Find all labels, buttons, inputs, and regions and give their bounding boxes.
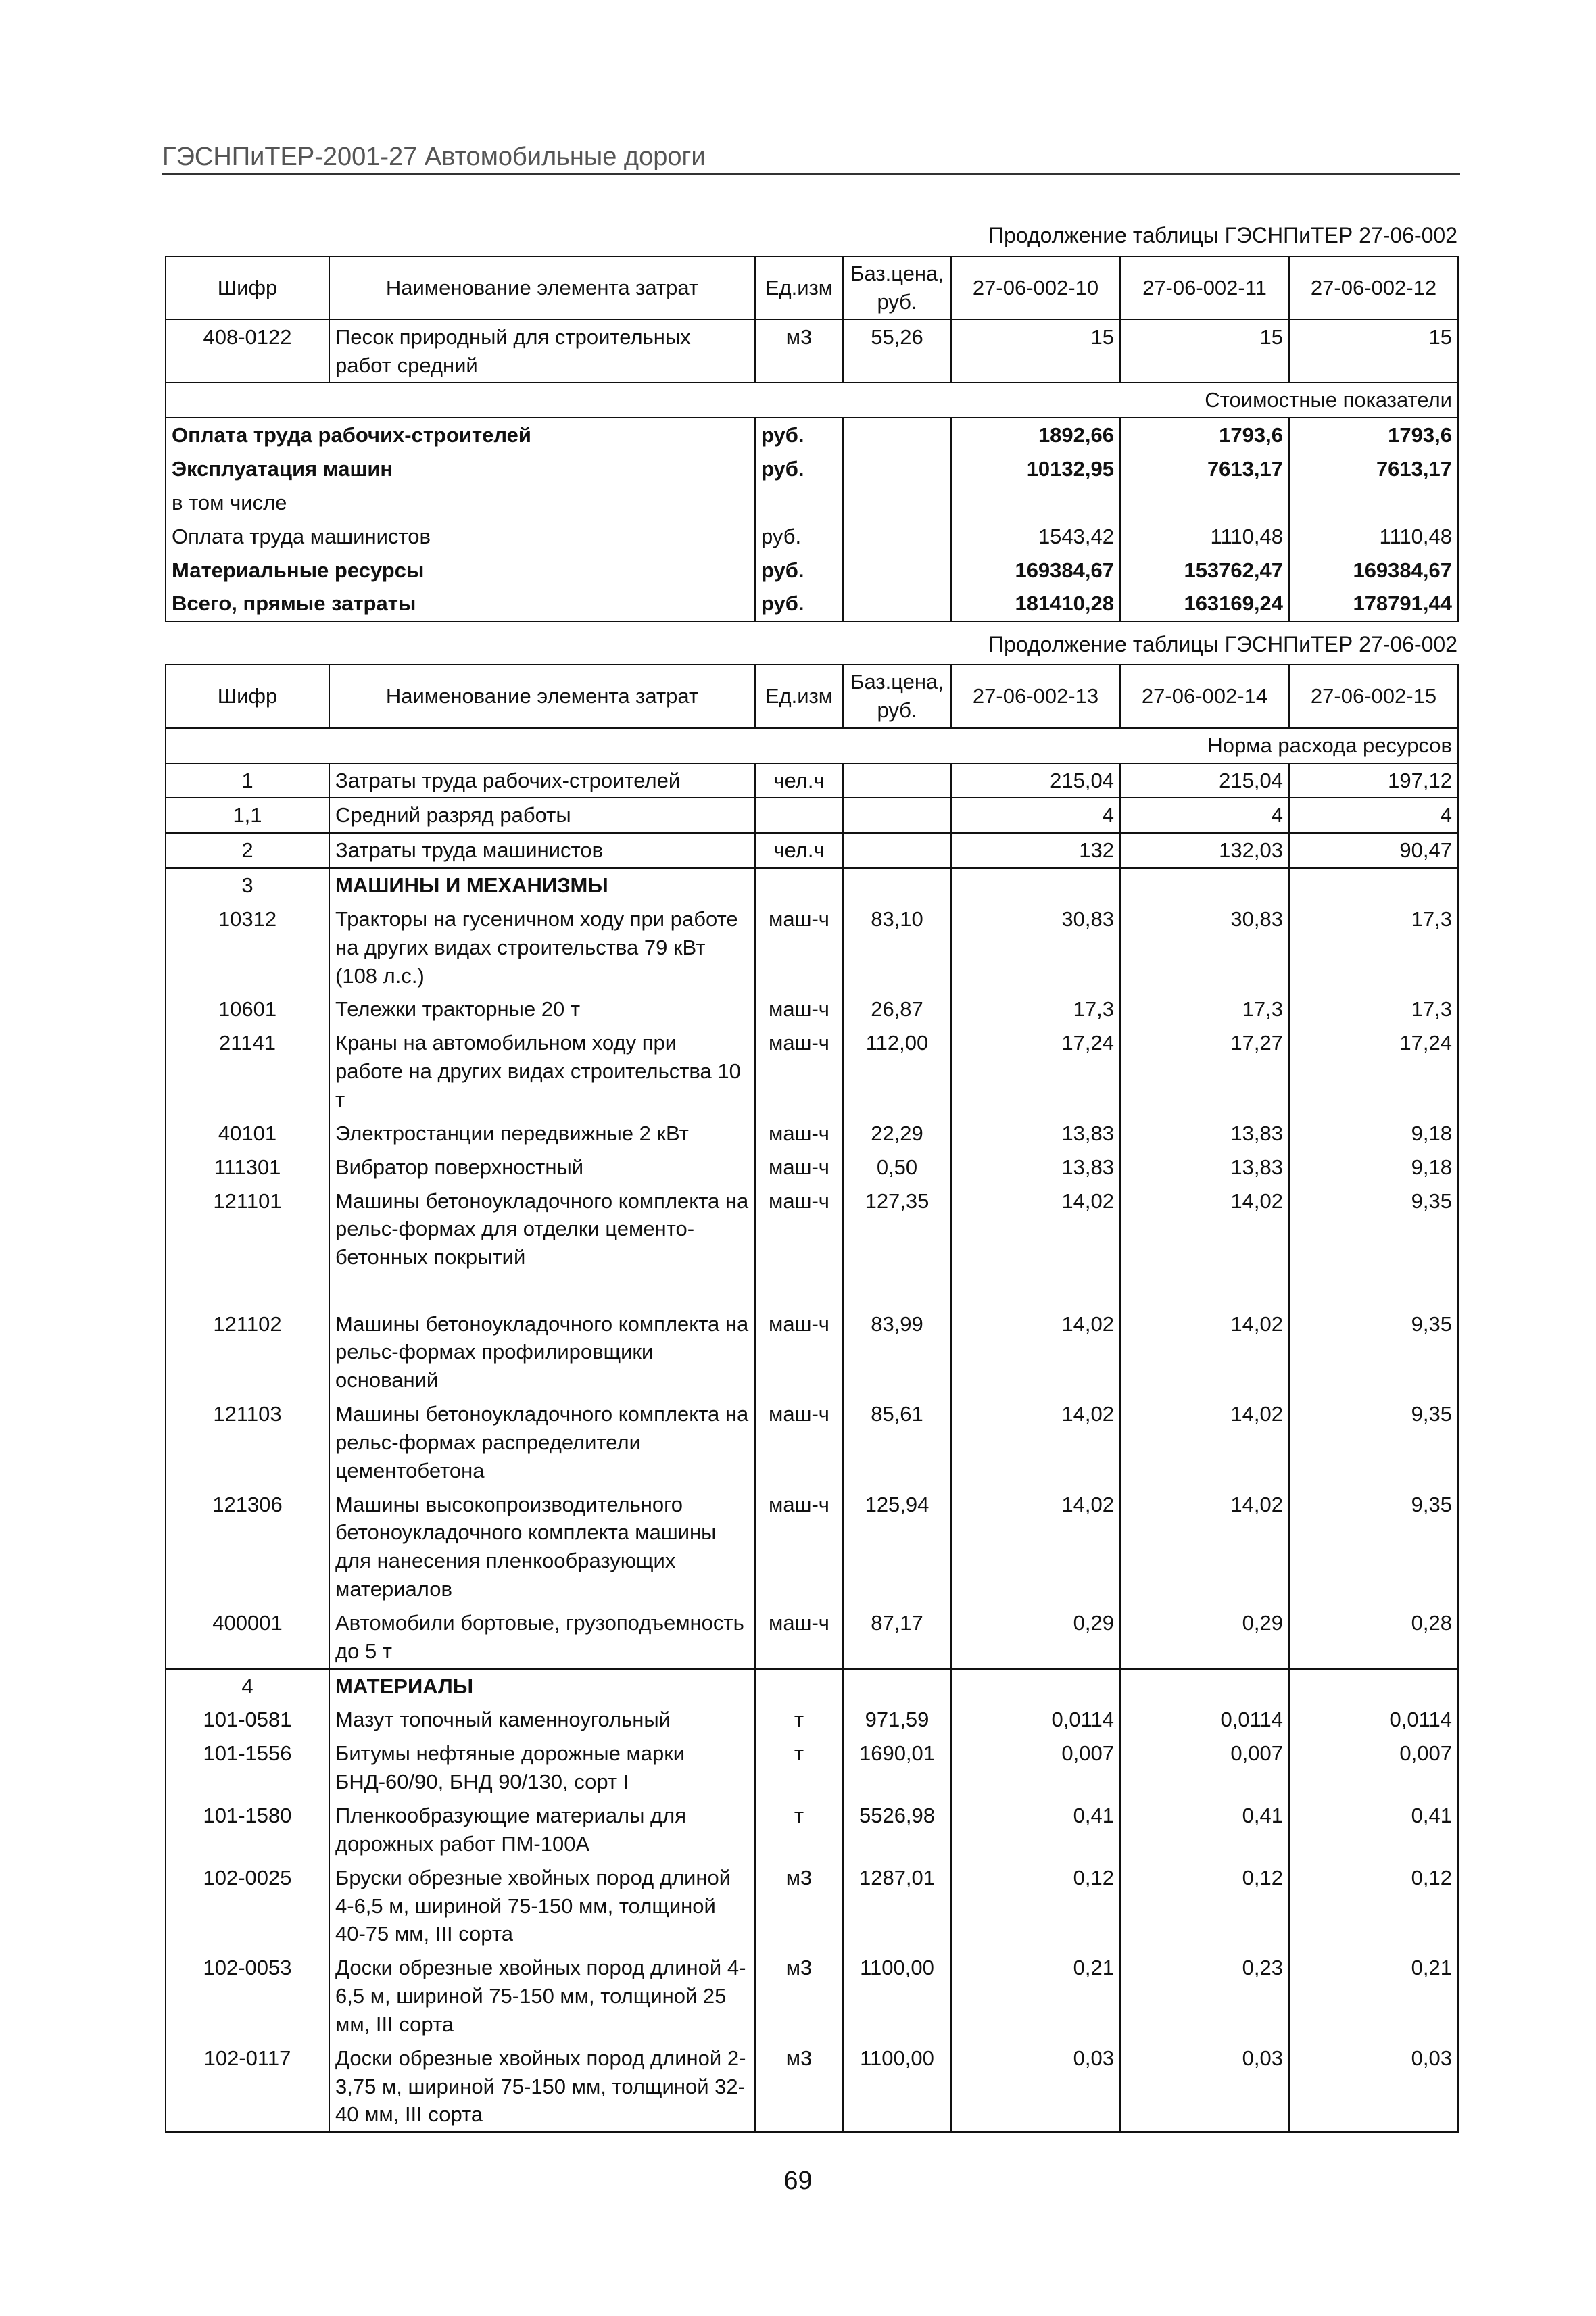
value-cell (1289, 868, 1458, 902)
code-cell: 121101 (166, 1184, 329, 1307)
unit-cell (755, 1669, 843, 1704)
table-row (166, 1151, 1458, 1184)
table-row (166, 1737, 1458, 1799)
table-row (166, 1606, 1458, 1669)
unit-cell: руб. (755, 418, 843, 452)
cost-row (166, 452, 1458, 486)
price-cell: 5526,98 (843, 1799, 951, 1861)
unit-cell: м3 (755, 1861, 843, 1952)
code-cell: 4 (166, 1669, 329, 1704)
name-cell: МАШИНЫ И МЕХАНИЗМЫ (329, 868, 755, 902)
table-row (166, 2042, 1458, 2133)
table-row (166, 833, 1458, 868)
code-cell: 400001 (166, 1606, 329, 1669)
name-cell: Машины бетоноукладочного комплекта на рельс-формах распределители цементобетона (329, 1397, 755, 1488)
value-cell (1120, 486, 1289, 520)
section-row (166, 728, 1458, 763)
table2-caption: Продолжение таблицы ГЭСНПиТЕР 27-06-002 (988, 632, 1457, 656)
name-cell: Доски обрезные хвойных пород длиной 2-3,75 м, шириной 75-150 мм, толщиной 32-40 мм, III сорта (329, 2042, 755, 2133)
value-cell: 14,02 (951, 1488, 1120, 1606)
value-cell: 14,02 (951, 1397, 1120, 1488)
column-header: Наименование элемента затрат (329, 665, 755, 728)
value-cell: 0,007 (951, 1737, 1120, 1799)
value-cell: 0,29 (1120, 1606, 1289, 1669)
value-cell: 0,03 (1120, 2042, 1289, 2133)
value-cell: 1110,48 (1120, 520, 1289, 554)
unit-cell: руб. (755, 452, 843, 486)
value-cell: 0,0114 (1289, 1703, 1458, 1737)
cost-name-cell: Оплата труда машинистов (166, 520, 755, 554)
table-row (166, 1861, 1458, 1952)
table-row (166, 320, 1458, 383)
value-cell: 7613,17 (1289, 452, 1458, 486)
name-cell: Мазут топочный каменноугольный (329, 1703, 755, 1737)
price-cell: 1287,01 (843, 1861, 951, 1952)
price-cell: 127,35 (843, 1184, 951, 1307)
cost-row (166, 486, 1458, 520)
unit-cell: маш-ч (755, 1606, 843, 1669)
price-cell: 1100,00 (843, 1951, 951, 2042)
table-row (166, 763, 1458, 798)
value-cell: 9,35 (1289, 1397, 1458, 1488)
value-cell (951, 868, 1120, 902)
unit-cell: маш-ч (755, 1397, 843, 1488)
value-cell: 1793,6 (1120, 418, 1289, 452)
value-cell (1120, 868, 1289, 902)
value-cell: 0,03 (951, 2042, 1120, 2133)
table-row (166, 1799, 1458, 1861)
code-cell: 121103 (166, 1397, 329, 1488)
column-header: 27-06-002-13 (951, 665, 1120, 728)
group-row (166, 1669, 1458, 1704)
group-row (166, 868, 1458, 902)
unit-cell: м3 (755, 2042, 843, 2133)
code-cell: 101-0581 (166, 1703, 329, 1737)
value-cell: 14,02 (1120, 1307, 1289, 1398)
value-cell: 215,04 (1120, 763, 1289, 798)
unit-cell: руб. (755, 554, 843, 587)
unit-cell (755, 486, 843, 520)
column-header: 27-06-002-14 (1120, 665, 1289, 728)
value-cell (1289, 486, 1458, 520)
price-cell (843, 1669, 951, 1704)
table-row (166, 1488, 1458, 1606)
price-cell: 83,99 (843, 1307, 951, 1398)
unit-cell: руб. (755, 587, 843, 621)
value-cell (1120, 1669, 1289, 1704)
code-cell: 102-0025 (166, 1861, 329, 1952)
price-cell (843, 833, 951, 868)
section-row (166, 383, 1458, 418)
value-cell (1289, 1669, 1458, 1704)
value-cell: 17,3 (951, 992, 1120, 1026)
table-row (166, 798, 1458, 833)
value-cell: 0,007 (1289, 1737, 1458, 1799)
value-cell: 10132,95 (951, 452, 1120, 486)
value-cell (951, 486, 1120, 520)
name-cell: Песок природный для строительных работ средний (329, 320, 755, 383)
code-cell: 3 (166, 868, 329, 902)
table2-header-row (166, 665, 1458, 728)
column-header: Шифр (166, 665, 329, 728)
unit-cell: т (755, 1703, 843, 1737)
cost-name-cell: Всего, прямые затраты (166, 587, 755, 621)
column-header: Ед.изм (755, 665, 843, 728)
cost-row (166, 554, 1458, 587)
price-cell: 85,61 (843, 1397, 951, 1488)
price-cell: 26,87 (843, 992, 951, 1026)
price-cell (843, 520, 951, 554)
value-cell (951, 1669, 1120, 1704)
value-cell: 13,83 (951, 1151, 1120, 1184)
table-row (166, 1951, 1458, 2042)
column-header: 27-06-002-15 (1289, 665, 1458, 728)
value-cell: 1543,42 (951, 520, 1120, 554)
value-cell: 0,12 (1120, 1861, 1289, 1952)
value-cell: 0,21 (1289, 1951, 1458, 2042)
value-cell: 14,02 (1120, 1488, 1289, 1606)
value-cell: 13,83 (1120, 1151, 1289, 1184)
table-row (166, 1397, 1458, 1488)
cost-name-cell: в том числе (166, 486, 755, 520)
price-cell (843, 486, 951, 520)
price-cell: 55,26 (843, 320, 951, 383)
value-cell: 215,04 (951, 763, 1120, 798)
value-cell: 17,3 (1289, 992, 1458, 1026)
code-cell: 121306 (166, 1488, 329, 1606)
code-cell: 101-1580 (166, 1799, 329, 1861)
unit-cell: т (755, 1799, 843, 1861)
value-cell: 0,41 (951, 1799, 1120, 1861)
cost-row (166, 418, 1458, 452)
table2 (165, 664, 1459, 2133)
unit-cell (755, 798, 843, 833)
code-cell: 102-0053 (166, 1951, 329, 2042)
value-cell: 9,18 (1289, 1117, 1458, 1151)
price-cell (843, 798, 951, 833)
unit-cell: чел.ч (755, 763, 843, 798)
unit-cell: маш-ч (755, 1307, 843, 1398)
unit-cell: руб. (755, 520, 843, 554)
unit-cell: м3 (755, 1951, 843, 2042)
value-cell: 178791,44 (1289, 587, 1458, 621)
value-cell: 0,12 (951, 1861, 1120, 1952)
name-cell: Средний разряд работы (329, 798, 755, 833)
code-cell: 1 (166, 763, 329, 798)
price-cell (843, 763, 951, 798)
unit-cell: маш-ч (755, 1184, 843, 1307)
unit-cell: маш-ч (755, 1117, 843, 1151)
value-cell: 0,007 (1120, 1737, 1289, 1799)
table1 (165, 256, 1459, 622)
name-cell: Затраты труда рабочих-строителей (329, 763, 755, 798)
price-cell: 112,00 (843, 1026, 951, 1117)
table-row (166, 902, 1458, 993)
value-cell: 17,3 (1289, 902, 1458, 993)
name-cell: Тележки тракторные 20 т (329, 992, 755, 1026)
value-cell: 0,41 (1289, 1799, 1458, 1861)
table-row (166, 1307, 1458, 1398)
value-cell: 17,24 (951, 1026, 1120, 1117)
running-header: ГЭСНПиТЕР-2001-27 Автомобильные дороги (162, 141, 1460, 175)
value-cell: 1892,66 (951, 418, 1120, 452)
value-cell: 14,02 (1120, 1397, 1289, 1488)
cost-name-cell: Оплата труда рабочих-строителей (166, 418, 755, 452)
code-cell: 408-0122 (166, 320, 329, 383)
unit-cell: т (755, 1737, 843, 1799)
value-cell: 0,21 (951, 1951, 1120, 2042)
value-cell: 163169,24 (1120, 587, 1289, 621)
table-row (166, 1703, 1458, 1737)
cost-name-cell: Материальные ресурсы (166, 554, 755, 587)
value-cell: 0,28 (1289, 1606, 1458, 1669)
column-header: Наименование элемента затрат (329, 256, 755, 320)
value-cell: 14,02 (951, 1307, 1120, 1398)
unit-cell: маш-ч (755, 902, 843, 993)
column-header: Баз.цена, руб. (843, 665, 951, 728)
cost-row (166, 587, 1458, 621)
value-cell: 0,12 (1289, 1861, 1458, 1952)
value-cell: 0,29 (951, 1606, 1120, 1669)
page-number: 69 (783, 2167, 813, 2195)
value-cell: 15 (1120, 320, 1289, 383)
code-cell: 102-0117 (166, 2042, 329, 2133)
name-cell: Машины высокопроизводительного бетоноукладочного комплекта машины для нанесения пленкообразующих материалов (329, 1488, 755, 1606)
unit-cell: маш-ч (755, 1488, 843, 1606)
table-row (166, 1026, 1458, 1117)
value-cell: 7613,17 (1120, 452, 1289, 486)
unit-cell: чел.ч (755, 833, 843, 868)
value-cell: 4 (1289, 798, 1458, 833)
price-cell (843, 554, 951, 587)
name-cell: Пленкообразующие материалы для дорожных работ ПМ-100А (329, 1799, 755, 1861)
value-cell: 169384,67 (951, 554, 1120, 587)
table1-header-row (166, 256, 1458, 320)
value-cell: 1110,48 (1289, 520, 1458, 554)
unit-cell: маш-ч (755, 992, 843, 1026)
column-header: 27-06-002-11 (1120, 256, 1289, 320)
column-header: Шифр (166, 256, 329, 320)
unit-cell: маш-ч (755, 1026, 843, 1117)
name-cell: Автомобили бортовые, грузоподъемность до 5 т (329, 1606, 755, 1669)
value-cell: 9,35 (1289, 1184, 1458, 1307)
value-cell: 9,35 (1289, 1488, 1458, 1606)
code-cell: 1,1 (166, 798, 329, 833)
name-cell: Машины бетоноукладочного комплекта на рельс-формах для отделки цементо-бетонных покрытий (329, 1184, 755, 1307)
value-cell: 9,18 (1289, 1151, 1458, 1184)
value-cell: 0,23 (1120, 1951, 1289, 2042)
value-cell: 4 (1120, 798, 1289, 833)
section-label: Стоимостные показатели (166, 383, 1458, 418)
code-cell: 101-1556 (166, 1737, 329, 1799)
value-cell: 13,83 (951, 1117, 1120, 1151)
code-cell: 10601 (166, 992, 329, 1026)
value-cell: 153762,47 (1120, 554, 1289, 587)
price-cell: 0,50 (843, 1151, 951, 1184)
price-cell (843, 587, 951, 621)
price-cell: 1690,01 (843, 1737, 951, 1799)
value-cell: 15 (1289, 320, 1458, 383)
code-cell: 40101 (166, 1117, 329, 1151)
value-cell: 132,03 (1120, 833, 1289, 868)
name-cell: Тракторы на гусеничном ходу при работе на других видах строительства 79 кВт (108 л.с.) (329, 902, 755, 993)
value-cell: 90,47 (1289, 833, 1458, 868)
value-cell: 0,41 (1120, 1799, 1289, 1861)
code-cell: 121102 (166, 1307, 329, 1398)
table-row (166, 1184, 1458, 1307)
name-cell: Машины бетоноукладочного комплекта на рельс-формах профилировщики оснований (329, 1307, 755, 1398)
value-cell: 15 (951, 320, 1120, 383)
value-cell: 13,83 (1120, 1117, 1289, 1151)
value-cell: 30,83 (951, 902, 1120, 993)
value-cell: 0,03 (1289, 2042, 1458, 2133)
price-cell: 125,94 (843, 1488, 951, 1606)
price-cell (843, 418, 951, 452)
price-cell (843, 452, 951, 486)
value-cell: 30,83 (1120, 902, 1289, 993)
value-cell: 197,12 (1289, 763, 1458, 798)
name-cell: Бруски обрезные хвойных пород длиной 4-6,5 м, шириной 75-150 мм, толщиной 40-75 мм, III сорта (329, 1861, 755, 1952)
code-cell: 2 (166, 833, 329, 868)
value-cell: 0,0114 (951, 1703, 1120, 1737)
name-cell: МАТЕРИАЛЫ (329, 1669, 755, 1704)
unit-cell (755, 868, 843, 902)
name-cell: Электростанции передвижные 2 кВт (329, 1117, 755, 1151)
table-row (166, 1117, 1458, 1151)
name-cell: Доски обрезные хвойных пород длиной 4-6,5 м, шириной 75-150 мм, толщиной 25 мм, III сорта (329, 1951, 755, 2042)
price-cell: 22,29 (843, 1117, 951, 1151)
price-cell: 971,59 (843, 1703, 951, 1737)
value-cell: 4 (951, 798, 1120, 833)
value-cell: 14,02 (1120, 1184, 1289, 1307)
name-cell: Затраты труда машинистов (329, 833, 755, 868)
code-cell: 10312 (166, 902, 329, 993)
price-cell: 87,17 (843, 1606, 951, 1669)
column-header: 27-06-002-10 (951, 256, 1120, 320)
value-cell: 1793,6 (1289, 418, 1458, 452)
price-cell: 83,10 (843, 902, 951, 993)
price-cell: 1100,00 (843, 2042, 951, 2133)
name-cell: Битумы нефтяные дорожные марки БНД-60/90, БНД 90/130, сорт I (329, 1737, 755, 1799)
name-cell: Краны на автомобильном ходу при работе на других видах строительства 10 т (329, 1026, 755, 1117)
table1-caption: Продолжение таблицы ГЭСНПиТЕР 27-06-002 (988, 223, 1457, 247)
value-cell: 17,27 (1120, 1026, 1289, 1117)
column-header: Ед.изм (755, 256, 843, 320)
column-header: Баз.цена, руб. (843, 256, 951, 320)
unit-cell: маш-ч (755, 1151, 843, 1184)
value-cell: 0,0114 (1120, 1703, 1289, 1737)
unit-cell: м3 (755, 320, 843, 383)
column-header: 27-06-002-12 (1289, 256, 1458, 320)
value-cell: 9,35 (1289, 1307, 1458, 1398)
code-cell: 21141 (166, 1026, 329, 1117)
value-cell: 17,3 (1120, 992, 1289, 1026)
value-cell: 181410,28 (951, 587, 1120, 621)
cost-row (166, 520, 1458, 554)
section-label: Норма расхода ресурсов (166, 728, 1458, 763)
table-row (166, 992, 1458, 1026)
cost-name-cell: Эксплуатация машин (166, 452, 755, 486)
value-cell: 132 (951, 833, 1120, 868)
code-cell: 111301 (166, 1151, 329, 1184)
price-cell (843, 868, 951, 902)
value-cell: 14,02 (951, 1184, 1120, 1307)
value-cell: 169384,67 (1289, 554, 1458, 587)
name-cell: Вибратор поверхностный (329, 1151, 755, 1184)
value-cell: 17,24 (1289, 1026, 1458, 1117)
